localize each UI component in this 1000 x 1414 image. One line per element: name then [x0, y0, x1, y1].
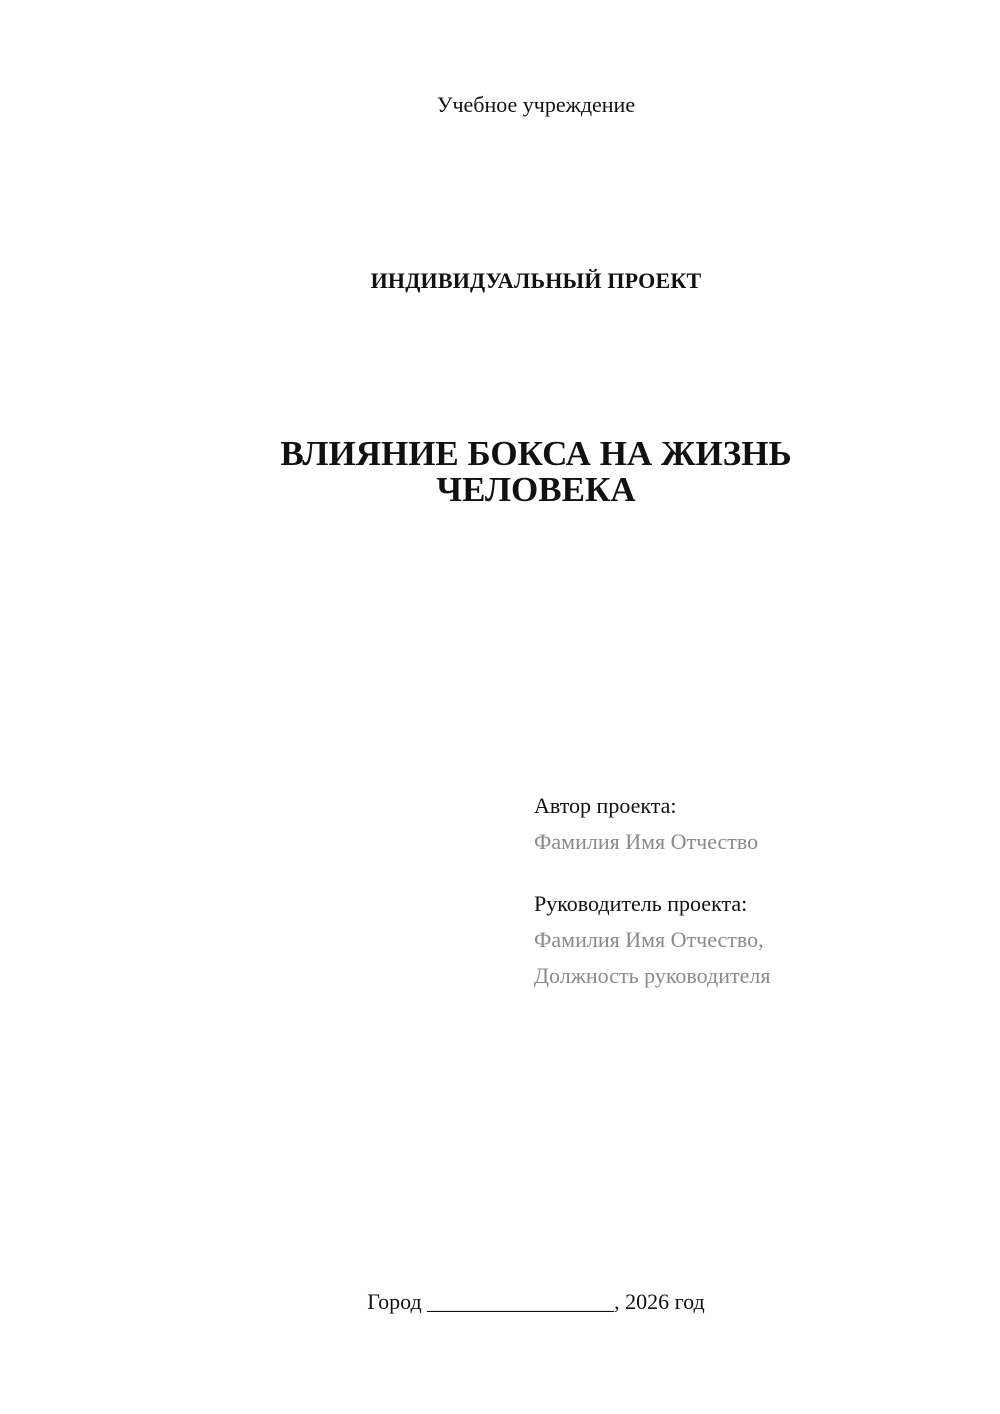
credits-block — [534, 788, 974, 994]
supervisor-name: Фамилия Имя Отчество, — [534, 927, 764, 952]
supervisor-label: Руководитель проекта: — [534, 891, 748, 916]
supervisor-position: Должность руководителя — [534, 963, 771, 988]
project-title-line-1: ВЛИЯНИЕ БОКСА НА ЖИЗНЬ — [280, 434, 792, 473]
institution-name: Учебное учреждение — [436, 92, 636, 117]
author-label: Автор проекта: — [534, 793, 677, 818]
author-name: Фамилия Имя Отчество — [534, 829, 759, 854]
document-type: ИНДИВИДУАЛЬНЫЙ ПРОЕКТ — [370, 268, 702, 293]
credits-spacer — [534, 860, 974, 886]
project-title-line-2: ЧЕЛОВЕКА — [436, 470, 636, 509]
city-year-line: Город _________________, 2026 год — [367, 1289, 705, 1314]
project-title — [0, 436, 1000, 508]
